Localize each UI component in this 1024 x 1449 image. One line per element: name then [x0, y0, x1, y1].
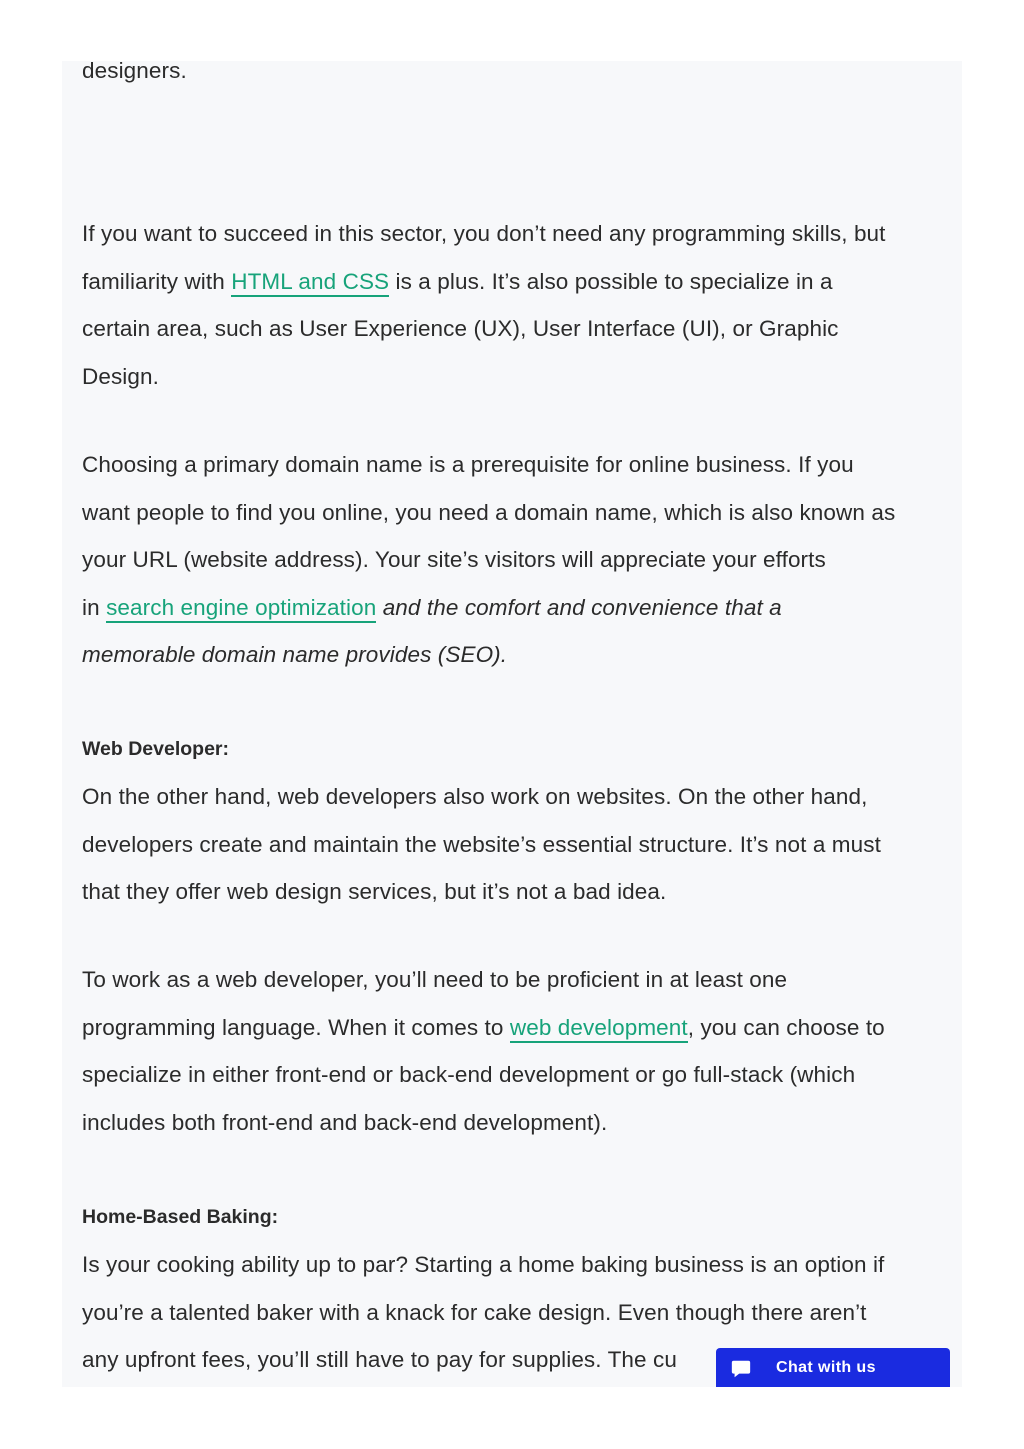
paragraph-design-skills: If you want to succeed in this sector, you don’t need any programming skills, but familiarity with HTML and CSS is a plus. It’s also possible to specialize in a certain area, such as User Experience (UX), User Interface (UI), or Graphic Design.: [82, 221, 886, 389]
html-css-link[interactable]: HTML and CSS: [231, 269, 389, 297]
seo-link[interactable]: search engine optimization: [106, 595, 376, 623]
paragraph-domain-name: Choosing a primary domain name is a prerequisite for online business. If you want people to find you online, you need a domain name, which is also known as your URL (website address). Your site’s visitors will appreciate your efforts in search engine optimization and the comfort and convenience that a memorable domain name provides (SEO).: [82, 452, 896, 667]
paragraph-web-developer: On the other hand, web developers also work on websites. On the other hand, developers create and maintain the website’s essential structure. It’s not a must that they offer web design services, but it’s not a bad idea.: [82, 784, 881, 904]
paragraph-home-baking: Is your cooking ability up to par? Starting a home baking business is an option if you’re a talented baker with a knack for cake design. Even though there aren’t any upfront fees, you’ll still have to pay for supplies. The cu: [82, 1252, 885, 1372]
heading-home-baking: Home-Based Baking:: [82, 1206, 279, 1228]
chat-widget-label: Chat with us: [776, 1358, 876, 1376]
web-development-link[interactable]: web development: [510, 1015, 688, 1043]
top-fragment: designers.: [82, 61, 187, 83]
article-page: [62, 61, 962, 1387]
heading-web-developer: Web Developer:: [82, 738, 230, 760]
chat-widget-button[interactable]: [716, 1348, 950, 1387]
chat-bubble-icon: [730, 1358, 752, 1380]
paragraph-programming: To work as a web developer, you’ll need to be proficient in at least one programming language. When it comes to web development, you can choose to specialize in either front-end or back-end development or go full-stack (which includes both front-end and back-end development).: [82, 967, 885, 1135]
